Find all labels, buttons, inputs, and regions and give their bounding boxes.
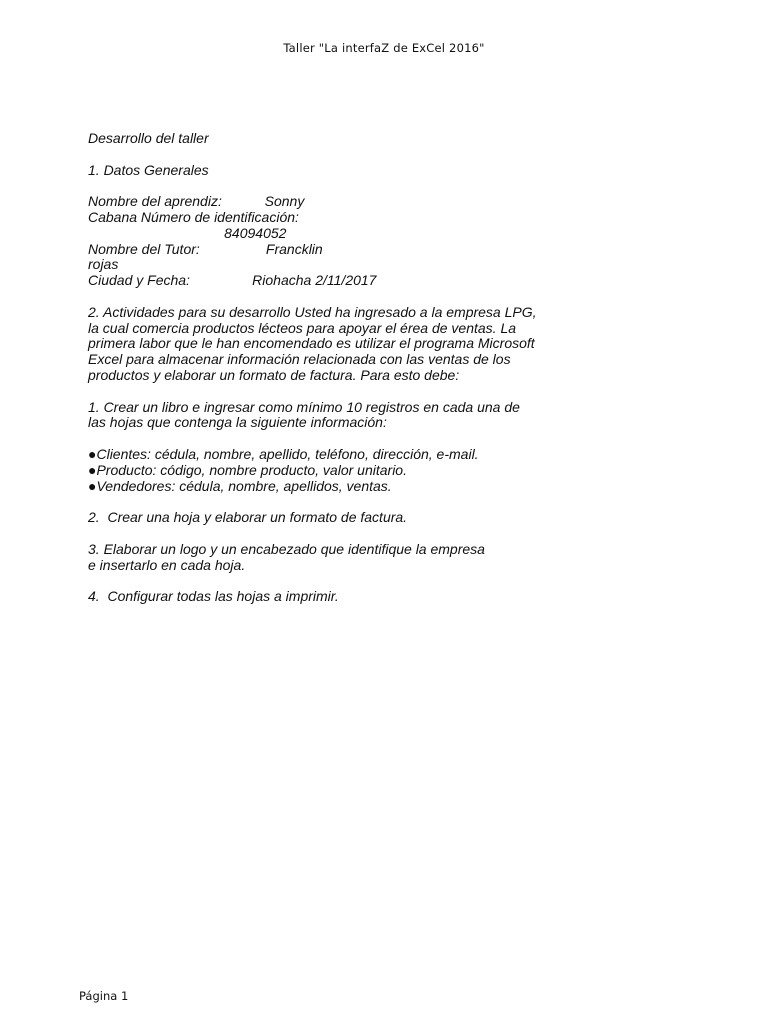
page-header-title: Taller "La interfaZ de ExCel 2016" <box>283 41 485 55</box>
spacer <box>88 431 608 447</box>
field-tutor-line-2: rojas <box>88 256 119 273</box>
field-ciudad-fecha: Ciudad y Fecha: Riohacha 2/11/2017 <box>88 272 377 289</box>
document-body <box>88 131 608 605</box>
list-item-text: Clientes: cédula, nombre, apellido, teléfono, dirección, e-mail. <box>96 445 479 462</box>
spacer <box>88 384 608 400</box>
spacer <box>88 573 608 589</box>
paragraph-line: primera labor que le han encomendado es utilizar el programa Microsoft <box>88 335 535 352</box>
section-2-paragraph <box>88 305 608 384</box>
list-item-text: Producto: código, nombre producto, valor unitario. <box>96 461 407 478</box>
spacer <box>88 178 608 194</box>
page-number: Página 1 <box>79 989 129 1003</box>
paragraph-line: 2. Actividades para su desarrollo Usted ha ingresado a la empresa LPG, <box>88 303 537 320</box>
paragraph-line: la cual comercia productos lécteos para apoyar el érea de ventas. La <box>88 319 517 336</box>
document-heading: Desarrollo del taller <box>88 130 209 146</box>
paragraph-line: productos y elaborar un formato de factura. Para esto debe: <box>88 366 460 383</box>
section-1-title: 1. Datos Generales <box>88 161 209 178</box>
spacer <box>88 147 608 163</box>
field-id-number: 84094052 <box>88 224 287 241</box>
bullet-icon: ● <box>88 477 97 494</box>
spacer <box>88 526 608 542</box>
task-2: 2. Crear una hoja y elaborar un formato de factura. <box>88 509 408 526</box>
list-item <box>88 447 608 463</box>
task-3-paragraph <box>88 542 608 574</box>
bullet-icon: ● <box>88 445 97 462</box>
spacer <box>88 494 608 510</box>
paragraph-line: 1. Crear un libro e ingresar como mínimo 10 registros en cada una de <box>88 398 520 415</box>
field-aprendiz-line-2: Cabana Número de identificación: <box>88 208 299 225</box>
paragraph-line: e insertarlo en cada hoja. <box>88 556 246 573</box>
list-item <box>88 463 608 479</box>
bullet-icon: ● <box>88 461 97 478</box>
task-1-paragraph <box>88 400 608 432</box>
spacer <box>88 289 608 305</box>
list-item <box>88 479 608 495</box>
field-tutor-line-1: Nombre del Tutor: Francklin <box>88 240 323 257</box>
paragraph-line: 3. Elaborar un logo y un encabezado que identifique la empresa <box>88 540 485 557</box>
paragraph-line: las hojas que contenga la siguiente información: <box>88 414 387 431</box>
paragraph-line: Excel para almacenar información relacionada con las ventas de los <box>88 351 511 368</box>
bullet-list <box>88 447 608 494</box>
task-4: 4. Configurar todas las hojas a imprimir. <box>88 588 339 605</box>
field-aprendiz-line-1: Nombre del aprendiz: Sonny <box>88 193 305 210</box>
list-item-text: Vendedores: cédula, nombre, apellidos, ventas. <box>96 477 392 494</box>
